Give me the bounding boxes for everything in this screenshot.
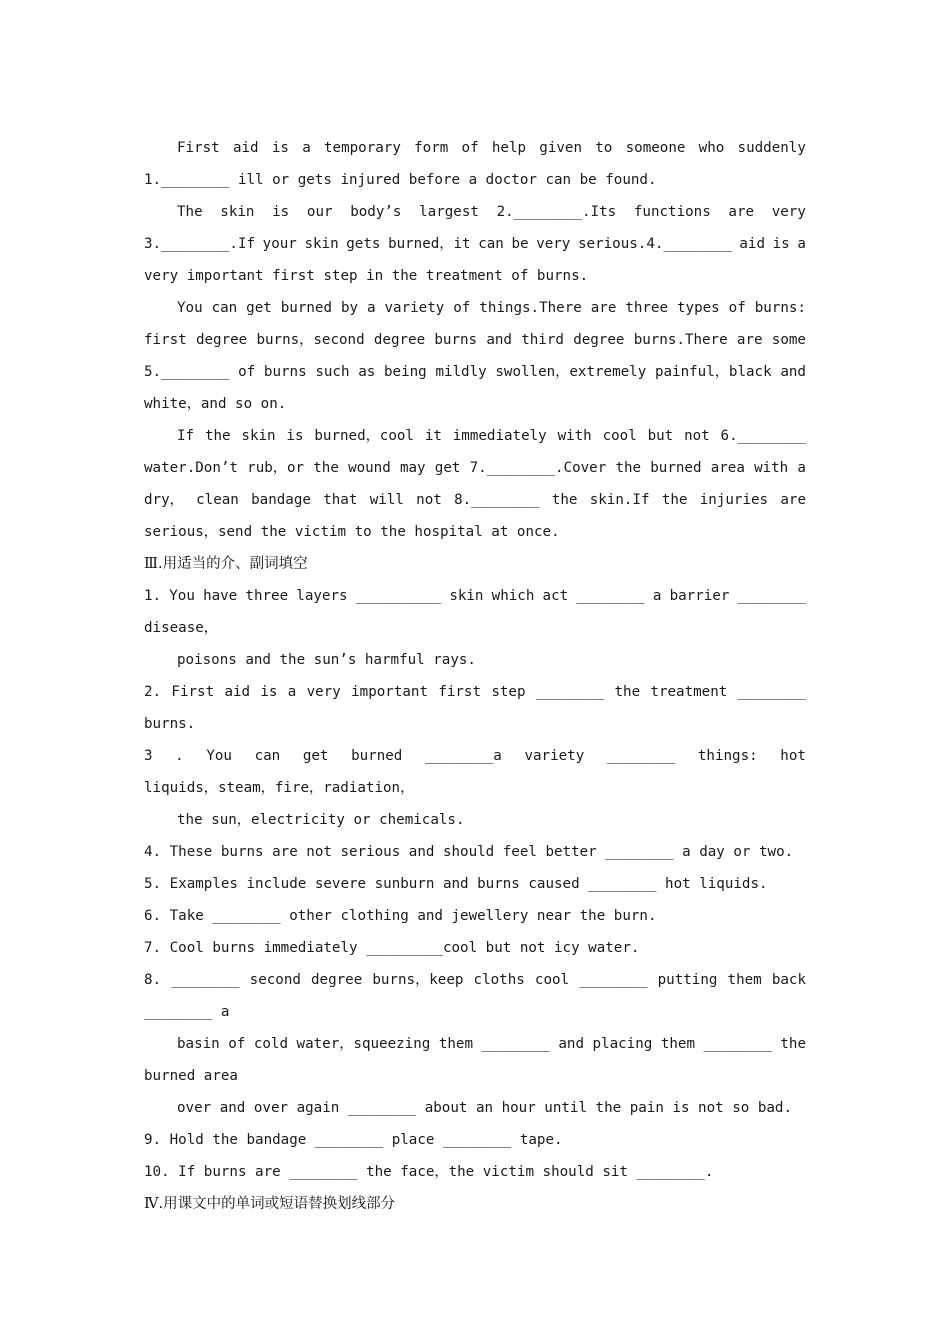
word: placing (592, 1036, 653, 1052)
word: 1. (144, 588, 162, 604)
word: burned (280, 300, 332, 316)
word: water.Don’t (144, 460, 238, 476)
word: skin (304, 236, 339, 252)
word: 3 (144, 748, 153, 764)
word: aid (232, 140, 259, 156)
word: largest (419, 204, 479, 220)
passage-line (144, 356, 806, 388)
word: injuries (699, 492, 769, 508)
word: types (676, 300, 720, 316)
word: some (771, 332, 806, 348)
word: swollen，extremely (495, 364, 647, 380)
word: burned (650, 460, 702, 476)
exercise-line: over and over again ________ about an hour until the pain is not so bad. (177, 1100, 792, 1116)
word: clean (196, 492, 239, 508)
word: three (245, 588, 289, 604)
passage-line: very important first step in the treatment of burns. (144, 268, 589, 284)
document-page (144, 132, 806, 1220)
word: are (736, 332, 763, 348)
exercise-line: liquids，steam，fire，radiation， (144, 780, 415, 796)
exercise-line (144, 1028, 806, 1060)
word: suddenly (737, 140, 806, 156)
word: immediately (452, 428, 547, 444)
word: water，squeezing (296, 1036, 431, 1052)
word: degree (573, 332, 625, 348)
word: ________a (424, 748, 502, 764)
word: step (491, 684, 526, 700)
word: with (754, 460, 789, 476)
word: and (780, 364, 806, 380)
word: You (169, 588, 195, 604)
word: third (521, 332, 564, 348)
word: get (302, 748, 329, 764)
word: skin (220, 204, 255, 220)
passage-line (144, 484, 806, 516)
word: putting (657, 972, 718, 988)
word: temporary (323, 140, 401, 156)
word: dry， (144, 492, 184, 508)
word: cool (534, 972, 570, 988)
word: by (340, 300, 359, 316)
word: back (771, 972, 806, 988)
word: burns (434, 332, 478, 348)
word: ________ (606, 748, 676, 764)
word: area (710, 460, 745, 476)
word: them (438, 1036, 473, 1052)
word: a (797, 460, 806, 476)
word: 2. (144, 684, 162, 700)
word: If (177, 428, 195, 444)
word: variety (524, 748, 585, 764)
word: are (780, 492, 806, 508)
word: 2.________.Its (496, 204, 617, 220)
word: of (228, 1036, 246, 1052)
word: burns，keep (372, 972, 464, 988)
word: may (399, 460, 426, 476)
word: be (511, 236, 529, 252)
word: bandage (251, 492, 311, 508)
word: second (249, 972, 301, 988)
passage-line (144, 228, 806, 260)
exercise-line: disease， (144, 620, 218, 636)
exercise-line: 6. Take ________ other clothing and jewellery near the burn. (144, 908, 657, 924)
word: First (171, 684, 215, 700)
word: ________ (481, 1036, 550, 1052)
passage-line (144, 452, 806, 484)
word: a (366, 300, 376, 316)
word: three (625, 300, 669, 316)
word: layers (296, 588, 348, 604)
word: aid (739, 236, 765, 252)
word: ________ (579, 972, 648, 988)
word: them (660, 1036, 695, 1052)
word: is (272, 204, 290, 220)
word: degree (311, 972, 363, 988)
section-heading: Ⅳ.用课文中的单词或短语替换划线部分 (144, 1196, 396, 1212)
word: cool (602, 428, 637, 444)
word: functions (633, 204, 711, 220)
word: are (590, 300, 617, 316)
word: rub，or (247, 460, 305, 476)
exercise-line: ________ a (144, 1004, 230, 1020)
section-heading: Ⅲ.用适当的介、副词填空 (144, 556, 308, 572)
word: skin (241, 428, 276, 444)
word: our (306, 204, 333, 220)
exercise-line: the sun，electricity or chemicals. (177, 812, 465, 828)
word: the (661, 492, 688, 508)
word: have (203, 588, 238, 604)
word: mildly (435, 364, 487, 380)
word: 3.________.If (144, 236, 256, 252)
word: 8. (144, 972, 162, 988)
word: You (206, 748, 232, 764)
word: serious.4.________ (577, 236, 732, 252)
word: very (771, 204, 806, 220)
word: skin (449, 588, 484, 604)
word: a (287, 684, 297, 700)
word: to (595, 140, 613, 156)
passage-line (144, 132, 806, 164)
word: important (351, 684, 428, 700)
word: painful，black (654, 364, 772, 380)
word: 6.________ (720, 428, 806, 444)
exercise-line: 5. Examples include severe sunburn and burns caused ________ hot liquids. (144, 876, 768, 892)
word: someone (625, 140, 686, 156)
word: very (536, 236, 571, 252)
word: of (728, 300, 746, 316)
word: form (414, 140, 449, 156)
word: ________ (171, 972, 240, 988)
word: the (780, 1036, 806, 1052)
word: a (652, 588, 662, 604)
word: is (286, 428, 304, 444)
word: of (461, 140, 479, 156)
word: is (772, 236, 790, 252)
word: . (175, 748, 184, 764)
word: it (424, 428, 442, 444)
exercise-line: 4. These burns are not serious and should feel better ________ a day or two. (144, 844, 794, 860)
word: get (246, 300, 272, 316)
word: is (260, 684, 278, 700)
word: wound (348, 460, 391, 476)
word: things.There (479, 300, 582, 316)
exercise-line: 7. Cool burns immediately _________cool but not icy water. (144, 940, 640, 956)
word: aid (224, 684, 251, 700)
word: ________ (576, 588, 645, 604)
word: 7.________.Cover (469, 460, 607, 476)
passage-line (144, 196, 806, 228)
word: the (204, 428, 231, 444)
passage-line: serious，send the victim to the hospital at once. (144, 524, 560, 540)
passage-line: white，and so on. (144, 396, 287, 412)
exercise-line (144, 740, 806, 772)
word: which (491, 588, 535, 604)
word: the (614, 684, 641, 700)
word: burns，second (256, 332, 365, 348)
word: first (144, 332, 187, 348)
exercise-line: burned area (144, 1068, 238, 1084)
word: You (177, 300, 203, 316)
word: ________ (737, 684, 806, 700)
word: burned，it (388, 236, 471, 252)
word: First (177, 140, 220, 156)
word: very (306, 684, 341, 700)
word: can (211, 300, 238, 316)
word: the (615, 460, 642, 476)
word: burned，cool (314, 428, 414, 444)
word: treatment (650, 684, 728, 700)
word: basin (177, 1036, 220, 1052)
word: with (557, 428, 592, 444)
word: __________ (355, 588, 442, 604)
exercise-line: 9. Hold the bandage ________ place ________ tape. (144, 1132, 563, 1148)
word: burned (351, 748, 403, 764)
passage-line: 1.________ ill or gets injured before a doctor can be found. (144, 172, 657, 188)
exercise-line (144, 964, 806, 996)
word: act (542, 588, 569, 604)
word: not (684, 428, 710, 444)
exercise-line (144, 676, 806, 708)
exercise-line: 10. If burns are ________ the face，the victim should sit ________. (144, 1164, 714, 1180)
word: 5.________ (144, 364, 230, 380)
word: first (438, 684, 482, 700)
word: degree (373, 332, 426, 348)
word: ________ (535, 684, 605, 700)
word: who (698, 140, 725, 156)
passage-line (144, 324, 806, 356)
word: but (647, 428, 674, 444)
word: and (486, 332, 512, 348)
word: given (539, 140, 583, 156)
word: as (358, 364, 376, 380)
word: skin.If (589, 492, 650, 508)
word: can (254, 748, 281, 764)
word: hot (780, 748, 806, 764)
exercise-line (144, 580, 806, 612)
word: a (797, 236, 806, 252)
word: cold (253, 1036, 289, 1052)
word: will (369, 492, 404, 508)
word: 8.________ (454, 492, 540, 508)
word: barrier (669, 588, 730, 604)
word: ________ (703, 1036, 772, 1052)
word: of (453, 300, 471, 316)
word: and (558, 1036, 584, 1052)
word: them (727, 972, 762, 988)
word: the (313, 460, 339, 476)
word: such (315, 364, 350, 380)
word: the (551, 492, 578, 508)
word: body’s (350, 204, 402, 220)
word: help (491, 140, 527, 156)
word: your (262, 236, 297, 252)
word: burns: (754, 300, 806, 316)
word: being (384, 364, 427, 380)
word: get (434, 460, 461, 476)
word: gets (346, 236, 381, 252)
passage-line (144, 292, 806, 324)
word: not (416, 492, 442, 508)
word: are (728, 204, 755, 220)
word: a (302, 140, 311, 156)
word: The (177, 204, 203, 220)
word: cloths (473, 972, 525, 988)
word: things: (697, 748, 758, 764)
word: of (238, 364, 256, 380)
exercise-line: poisons and the sun’s harmful rays. (177, 652, 476, 668)
word: variety (384, 300, 445, 316)
passage-line (144, 420, 806, 452)
exercise-line: burns. (144, 716, 196, 732)
word: burns.There (633, 332, 728, 348)
word: ________ (737, 588, 806, 604)
word: degree (195, 332, 248, 348)
word: burns (263, 364, 307, 380)
word: can (478, 236, 504, 252)
word: that (323, 492, 358, 508)
word: is (271, 140, 289, 156)
